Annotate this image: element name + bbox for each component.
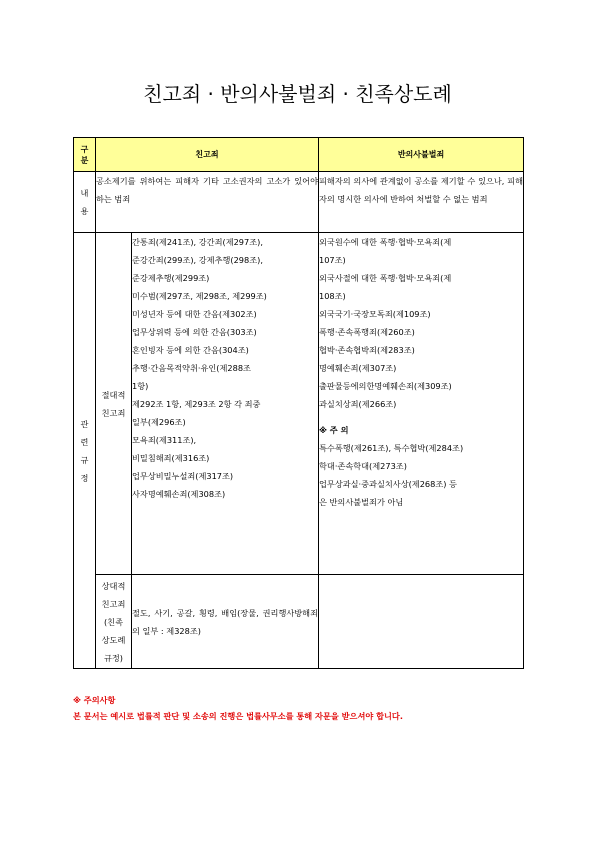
list-item: 준강제추행(제299조) bbox=[132, 273, 210, 283]
complaint-crime-definition: 공소제기를 위하여는 피해자 기타 고소권자의 고소가 있어야 하는 범죄 bbox=[96, 172, 319, 233]
header-complaint-crime: 친고죄 bbox=[96, 138, 319, 172]
caution-item: 업무상과실·중과실치사상(제268조) 등 bbox=[319, 479, 457, 489]
list-item: 명예훼손죄(제307조) bbox=[319, 363, 397, 373]
list-item: 출판물등에의한명예훼손죄(제309조) bbox=[319, 381, 452, 391]
list-item: 협박·존속협박죄(제283조) bbox=[319, 345, 415, 355]
list-item: 폭행·존속폭행죄(제260조) bbox=[319, 327, 415, 337]
relative-label-line-3: (친족 bbox=[103, 616, 123, 627]
list-item: 제292조 1항, 제293조 2항 각 죄중 bbox=[132, 399, 261, 409]
list-item: 일부(제296조) bbox=[132, 417, 186, 427]
list-item: 외국사절에 대한 폭행·협박·모욕죄(제 bbox=[319, 273, 452, 283]
list-item: 외국국기·국장모독죄(제109조) bbox=[319, 309, 431, 319]
page-title: 친고죄 · 반의사불벌죄 · 친족상도례 bbox=[143, 82, 452, 106]
list-item: 107조) bbox=[319, 255, 346, 265]
relative-complaint-row bbox=[74, 575, 524, 669]
list-item: 추행·간음목적약취·유인(제288조 bbox=[132, 363, 251, 373]
list-item: 간통죄(제241조), 강간죄(제297조), bbox=[132, 237, 263, 247]
list-item: 혼인빙자 등에 의한 간음(304조) bbox=[132, 345, 249, 355]
list-item: 과실치상죄(제266조) bbox=[319, 399, 397, 409]
header-category bbox=[74, 138, 96, 172]
relative-complaint-text: 절도, 사기, 공갈, 횡령, 배임(장물, 권리행사방해죄의 일부 : 제328조) bbox=[132, 575, 319, 669]
absolute-complaint-label bbox=[96, 233, 132, 575]
notice-body: 본 문서는 예시로 법률적 판단 및 소송의 진행은 법률사무소를 통해 자문을 받으셔야 합니다. bbox=[73, 711, 403, 721]
caution-item: 특수폭행(제261조), 특수협박(제284조) bbox=[319, 443, 464, 453]
content-row bbox=[74, 172, 524, 233]
related-label-char-2: 련 bbox=[80, 436, 89, 447]
content-label-char-1: 내 bbox=[80, 188, 89, 198]
relative-complaint-empty-cell bbox=[319, 575, 524, 669]
list-item: 108조) bbox=[319, 291, 346, 301]
list-item: 미수범(제297조, 제298조, 제299조) bbox=[132, 291, 267, 301]
related-label-char-4: 정 bbox=[80, 472, 89, 483]
notice-heading: ※ 주의사항 bbox=[73, 695, 116, 705]
list-item: 업무상비밀누설죄(제317조) bbox=[132, 471, 234, 481]
related-label-char-1: 관 bbox=[80, 418, 89, 429]
relative-label-line-5: 규정) bbox=[103, 652, 123, 663]
absolute-complaint-list bbox=[132, 233, 319, 575]
list-item: 1항) bbox=[132, 381, 149, 391]
list-item: 준강간죄(299조), 강제추행(298조), bbox=[132, 255, 263, 265]
content-label-char-2: 용 bbox=[80, 206, 89, 216]
list-item: 비밀침해죄(제316조) bbox=[132, 453, 210, 463]
absolute-complaint-row bbox=[74, 233, 524, 575]
list-item: 미성년자 등에 대한 간음(제302조) bbox=[132, 309, 257, 319]
header-category-char-2: 분 bbox=[80, 155, 89, 165]
header-row bbox=[74, 138, 524, 172]
related-label-char-3: 규 bbox=[80, 454, 89, 465]
list-item: 사자명예훼손죄(제308조) bbox=[132, 489, 226, 499]
list-item: 외국원수에 대한 폭행·협박·모욕죄(제 bbox=[319, 237, 452, 247]
content-row-label bbox=[74, 172, 96, 233]
list-item: 업무상위력 등에 의한 간음(303조) bbox=[132, 327, 257, 337]
comparison-table bbox=[73, 137, 524, 669]
caution-item: 은 반의사불벌죄가 아님 bbox=[319, 497, 404, 507]
caution-item: 학대·존속학대(제273조) bbox=[319, 461, 407, 471]
relative-label-line-4: 상도례 bbox=[101, 634, 126, 645]
caution-heading: ※ 주 의 bbox=[319, 425, 349, 435]
absolute-label-line-1: 절대적 bbox=[101, 389, 126, 400]
relative-complaint-label bbox=[96, 575, 132, 669]
absolute-label-line-2: 친고죄 bbox=[101, 407, 126, 418]
header-non-punishment-crime: 반의사불벌죄 bbox=[319, 138, 524, 172]
non-punishment-list bbox=[319, 233, 524, 575]
relative-label-line-1: 상대적 bbox=[101, 580, 126, 591]
related-rules-label bbox=[74, 233, 96, 669]
header-category-char-1: 구 bbox=[80, 144, 89, 154]
relative-label-line-2: 친고죄 bbox=[101, 598, 126, 609]
non-punishment-definition: 피해자의 의사에 관계없이 공소를 제기할 수 있으나, 피해자의 명시한 의사에 반하여 처벌할 수 없는 범죄 bbox=[319, 172, 524, 233]
notice-section bbox=[73, 692, 543, 724]
list-item: 모욕죄(제311조), bbox=[132, 435, 197, 445]
